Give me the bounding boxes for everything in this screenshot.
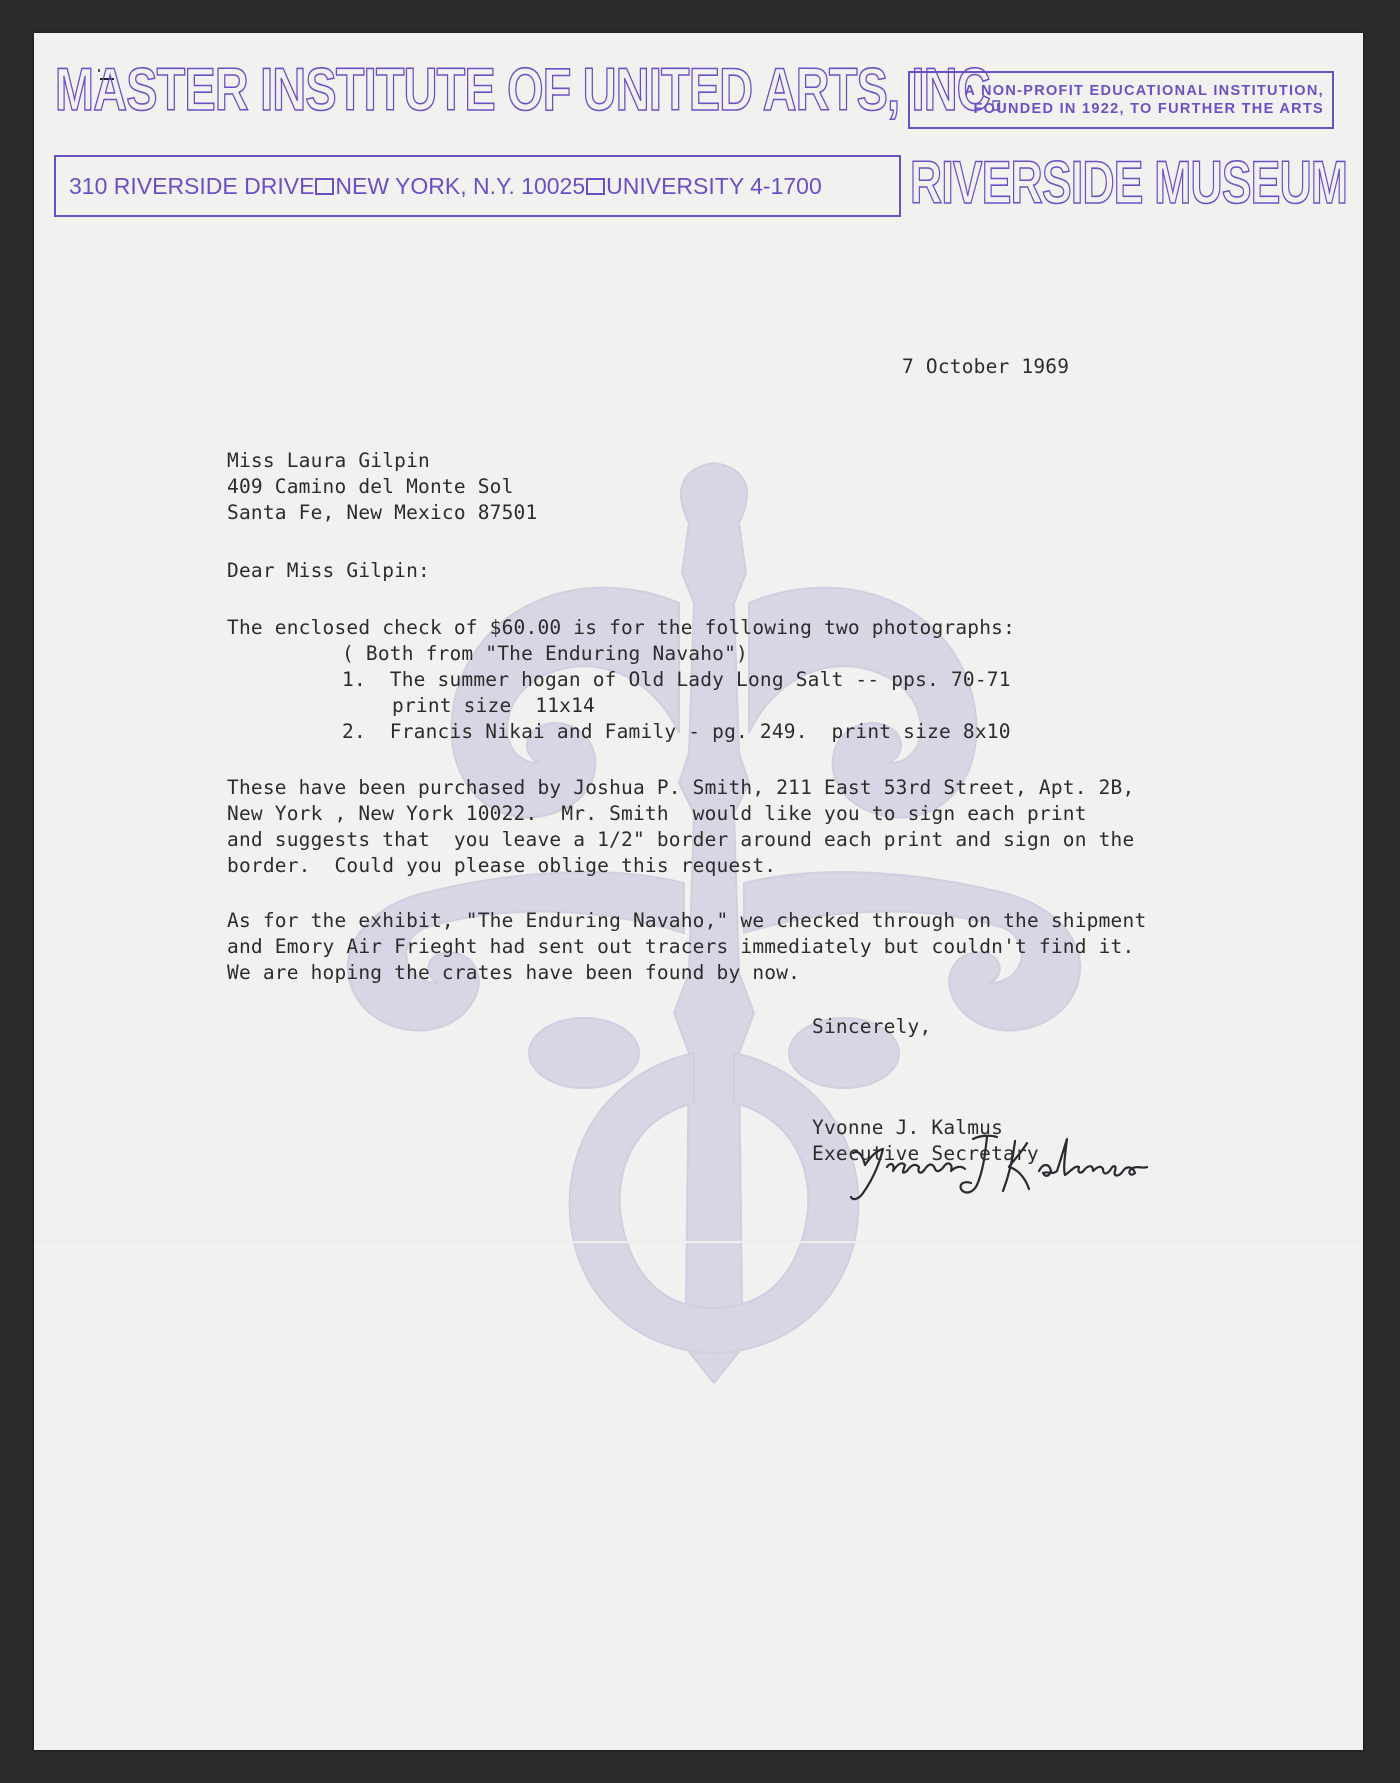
paper-fold-line [34,1241,1363,1243]
signer-title: Executive Secretary [812,1142,1039,1165]
list-item-1: 1. The summer hogan of Old Lady Long Salt -- pps. 70-71 [342,668,1011,691]
address-phone: UNIVERSITY 4-1700 [606,173,822,199]
address-city: NEW YORK, N.Y. 10025 [335,173,586,199]
tagline-box [908,71,1334,129]
address-street: 310 RIVERSIDE DRIVE [69,173,315,199]
list-item-1-detail: print size 11x14 [392,694,595,717]
organization-name: MASTER INSTITUTE OF UNITED ARTS, INC. [55,56,1002,123]
paragraph-3-line-2: and Emory Air Frieght had sent out tracers immediately but couldn't find it. [227,935,1135,958]
paragraph-3-line-1: As for the exhibit, "The Enduring Navaho," we checked through on the shipment [227,909,1147,932]
letter-page [34,33,1363,1750]
letter-date: 7 October 1969 [902,355,1070,378]
closing: Sincerely, [812,1015,932,1038]
paragraph-2-line-3: and suggests that you leave a 1/2" border around each print and sign on the [227,828,1135,851]
tagline-line-1: A NON-PROFIT EDUCATIONAL INSTITUTION, [964,83,1324,99]
square-separator-icon [315,178,334,195]
list-intro: ( Both from "The Enduring Navaho") [342,642,748,665]
salutation: Dear Miss Gilpin: [227,559,430,582]
address-box [54,155,901,217]
museum-name: RIVERSIDE MUSEUM [910,149,1348,216]
tagline-line-2: FOUNDED IN 1922, TO FURTHER THE ARTS [973,101,1324,117]
square-separator-icon [586,178,605,195]
recipient-city: Santa Fe, New Mexico 87501 [227,501,538,524]
paragraph-1: The enclosed check of $60.00 is for the following two photographs: [227,616,1016,639]
paragraph-2-line-1: These have been purchased by Joshua P. Smith, 211 East 53rd Street, Apt. 2B, [227,776,1135,799]
recipient-street: 409 Camino del Monte Sol [227,475,514,498]
paragraph-2-line-4: border. Could you please oblige this request. [227,854,777,877]
recipient-name: Miss Laura Gilpin [227,449,430,472]
paragraph-3-line-3: We are hoping the crates have been found by now. [227,961,801,984]
list-item-2: 2. Francis Nikai and Family - pg. 249. print size 8x10 [342,720,1011,743]
signer-name: Yvonne J. Kalmus [812,1116,1004,1139]
paragraph-2-line-2: New York , New York 10022. Mr. Smith would like you to sign each print [227,802,1087,825]
